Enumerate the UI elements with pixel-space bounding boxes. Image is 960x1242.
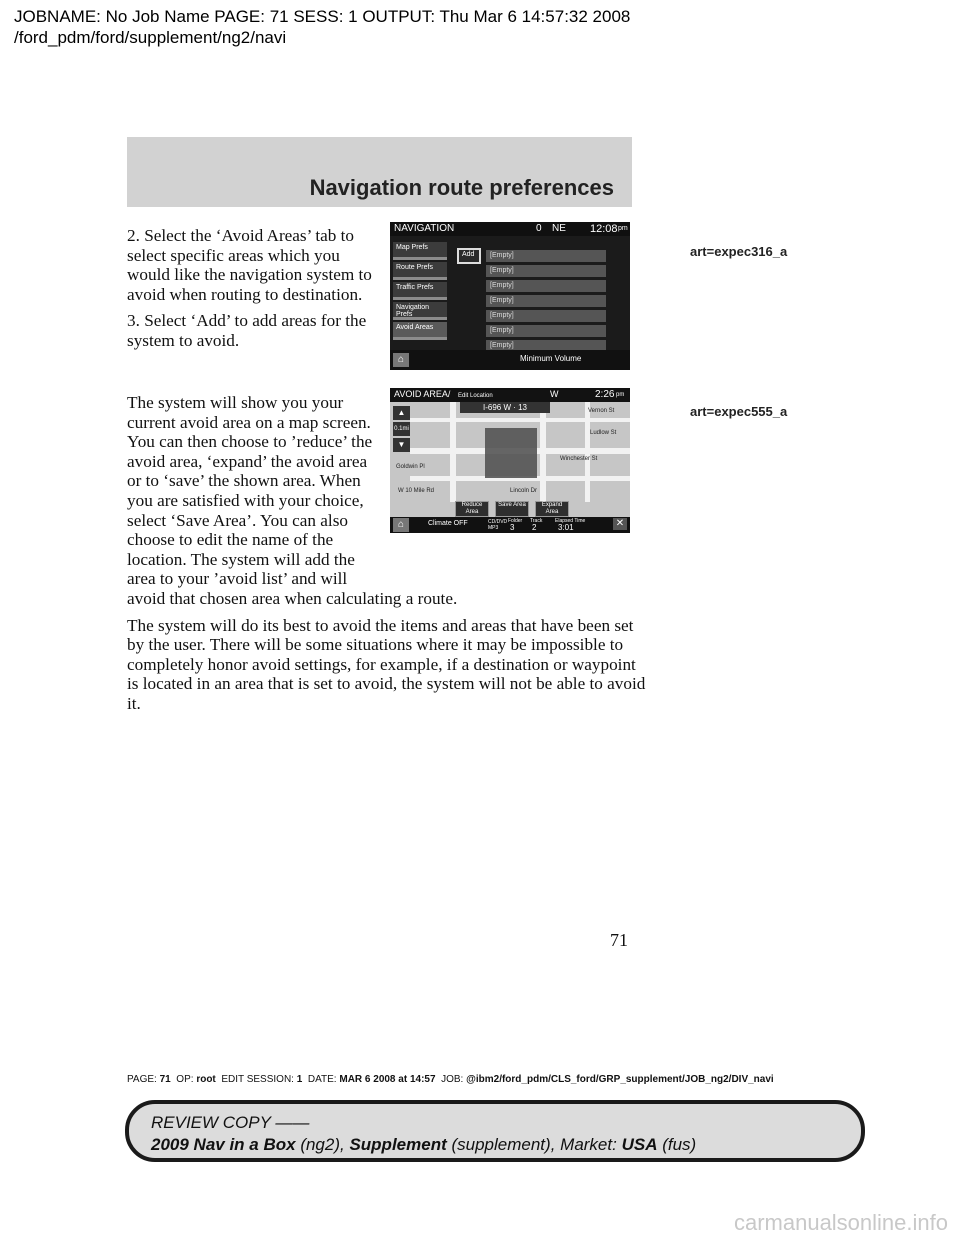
section-header [127,137,632,207]
review-copy-box [125,1100,865,1162]
reduce-area-button[interactable]: Reduce Area [455,501,489,517]
avoid-entry[interactable]: [Empty] [486,295,606,307]
job-header-line1: JOBNAME: No Job Name PAGE: 71 SESS: 1 OUTPUT: Thu Mar 6 14:57:32 2008 [14,7,631,26]
media-source: CD/DVD MP3 [488,519,508,531]
avoid-entry[interactable]: [Empty] [486,340,606,350]
job-header-line2: /ford_pdm/ford/supplement/ng2/navi [14,28,287,47]
zoom-in-icon[interactable]: ▲ [393,406,410,420]
footer-edit-label: EDIT SESSION: [221,1074,294,1085]
screen2-time: 2:26 [595,389,615,400]
footer-op-value: root [196,1074,216,1085]
screen1-signal: 0 [536,223,542,234]
track-label: Track [530,518,543,524]
review-supplement: Supplement [349,1135,447,1154]
avoid-entry[interactable]: [Empty] [486,325,606,337]
avoid-area-map-screenshot [390,388,630,533]
review-market-value: USA [621,1135,658,1154]
text-block-1 [127,226,377,358]
zoom-out-icon[interactable]: ▼ [393,438,410,452]
track-value: 2 [532,523,537,532]
tab-route-prefs[interactable]: Route Prefs [393,262,447,280]
page-number: 71 [610,930,628,950]
save-area-button[interactable]: Save Area [495,501,529,517]
screen1-topbar [390,222,630,236]
watermark: carmanualsonline.info [733,1210,948,1235]
screen1-time: 12:08 [590,223,618,235]
screen2-topbar [390,388,630,402]
paragraph-step-2: 2. Select the ‘Avoid Areas’ tab to select specific areas which you would like the navigation system to avoid when routing to destination. [127,226,372,304]
street-label: W 10 Mile Rd [398,488,435,494]
screen1-title: NAVIGATION [394,223,455,234]
footer-page-value: 71 [159,1074,171,1085]
street-label: Ludlow St [590,430,617,436]
paragraph-avoid-area-map: The system will show you your current avoid area on a map screen. You can then choose to ’reduce’ the avoid area, ‘expand’ the avoid area or to ‘save’ the shown area. When you are satisfied with your choice, select ‘Save Area’. You can also choose to edit the name of the location. The system will add the area to your ’avoid list’ and will [127,393,373,589]
climate-status: Climate OFF [428,520,468,527]
art-label-2: art=expec555_a [690,404,788,419]
map-road [540,402,546,502]
footer-job-label: JOB: [441,1074,464,1085]
footer-page-label: PAGE: [127,1074,157,1085]
avoid-area-highlight [485,428,537,478]
screen2-subtitle: Edit Location [458,393,493,399]
screen1-heading: NE [552,223,566,234]
zoom-level: 0.1mi [393,422,410,436]
street-label: Vernon St [588,408,615,414]
screen1-time-suffix: pm [618,225,628,232]
map-road [450,402,456,502]
review-copy-details: 2009 Nav in a Box (ng2), Supplement (supplement), Market: USA (fus) [151,1135,697,1154]
review-market-label: Market: [560,1135,617,1154]
close-icon[interactable]: ✕ [613,518,627,530]
screen1-bottombar [390,350,630,370]
footer-edit-value: 1 [296,1074,303,1085]
screen2-heading: W [550,389,559,399]
review-product-title: 2009 Nav in a Box [151,1135,296,1154]
paragraph-avoid-area-map-tail: avoid that chosen area when calculating a route. [127,588,458,608]
home-icon[interactable]: ⌂ [393,353,409,367]
elapsed-value: 3:01 [558,523,574,532]
elapsed-label: Elapsed Time [555,518,586,524]
folder-label: Folder [508,518,523,524]
street-label: Winchester St [560,456,598,462]
print-footer [127,1074,774,1085]
screen2-bottombar [390,517,630,533]
screen2-title: AVOID AREA/ [394,389,451,399]
footer-date-value: MAR 6 2008 at 14:57 [339,1074,436,1085]
map-road [585,402,590,502]
avoid-entry[interactable]: [Empty] [486,280,606,292]
section-title: Navigation route preferences [309,175,614,200]
paragraph-step-3: 3. Select ‘Add’ to add areas for the system to avoid. [127,311,367,350]
street-label: Lincoln Dr [510,488,538,494]
footer-date-label: DATE: [307,1074,337,1085]
footer-op-label: OP: [176,1074,194,1085]
screen2-time-suffix: pm [616,392,625,398]
tab-avoid-areas[interactable]: Avoid Areas [393,322,447,340]
navigation-avoid-areas-screenshot [390,222,630,370]
tab-map-prefs[interactable]: Map Prefs [393,242,447,260]
review-product-code: (ng2) [300,1135,340,1154]
tab-navigation-prefs[interactable]: Navigation Prefs [393,302,447,320]
art-label-1: art=expec316_a [690,244,788,259]
folder-value: 3 [510,523,515,532]
tab-traffic-prefs[interactable]: Traffic Prefs [393,282,447,300]
review-supplement-code: (supplement) [451,1135,551,1154]
review-copy-label: REVIEW COPY —— [151,1113,310,1132]
map-road [410,418,630,422]
screen1-volume-label: Minimum Volume [520,354,582,363]
job-header [14,6,630,48]
highway-label: I-696 W · 13 [460,402,550,413]
review-market-code: (fus) [662,1135,697,1154]
footer-job-value: @ibm2/ford_pdm/CLS_ford/GRP_supplement/JOB_ng2/DIV_navi [466,1074,774,1085]
avoid-entry[interactable]: [Empty] [486,310,606,322]
add-button[interactable]: Add [457,248,481,264]
paragraph-avoid-limitations: The system will do its best to avoid the items and areas that have been set by the user. There will be some situations where it may be impossible to completely honor avoid settings, for example, if a destination or waypoint is located in an area that is set to avoid, the system will not be able to avoid it. [127,615,646,713]
street-label: Goldwin Pl [396,464,425,470]
avoid-entry[interactable]: [Empty] [486,250,606,262]
avoid-entry[interactable]: [Empty] [486,265,606,277]
expand-area-button[interactable]: Expand Area [535,501,569,517]
home-icon[interactable]: ⌂ [393,518,409,532]
